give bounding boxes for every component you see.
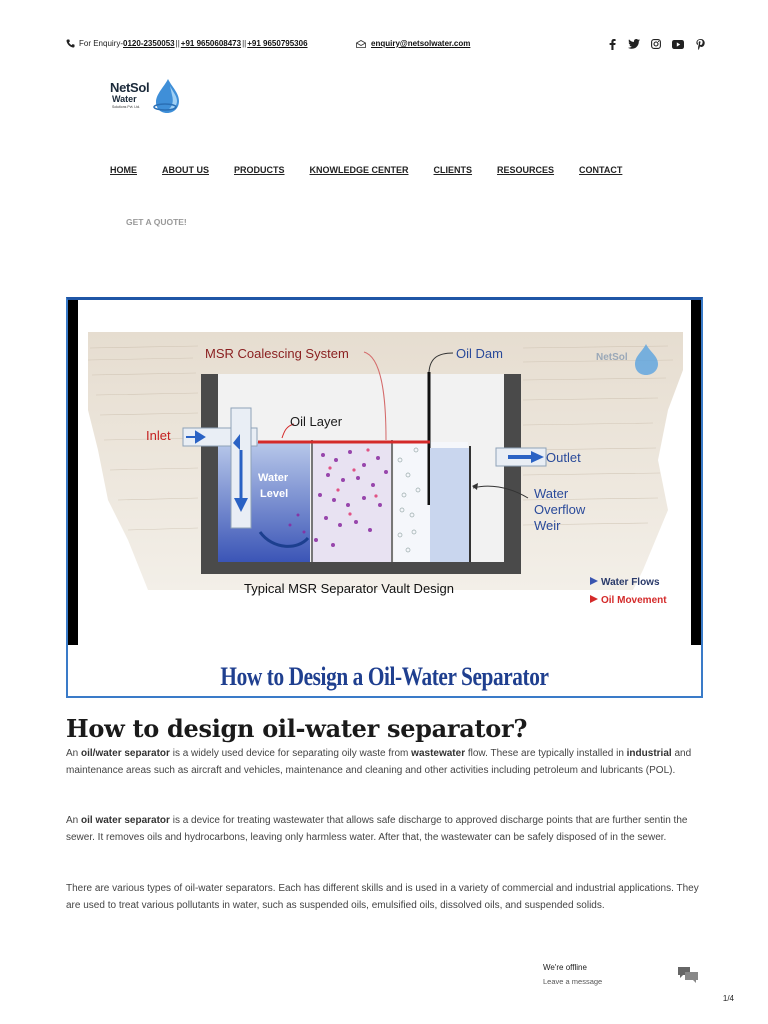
keyword-wastewater: wastewater — [411, 748, 466, 759]
separator: || — [242, 39, 247, 48]
hero-caption: How to Design a Oil-Water Separator — [220, 662, 549, 691]
p2-text: is a device for treating wastewater that allows safe discharge to approved discharge points that are further sentin the sewer. It removes oils and hydrocarbons, leaving only harmless water. After that, the wastewater can be safely disposed of in the sewer. — [66, 815, 688, 843]
label-msr: MSR Coalescing System — [205, 346, 349, 361]
p2-text: An — [66, 815, 82, 826]
hero-left-bar — [68, 300, 78, 645]
legend-oil-movement: Oil Movement — [601, 595, 667, 606]
keyword-industrial: industrial — [626, 748, 672, 759]
oil-water-separator-diagram — [68, 300, 701, 650]
watermark-logo: NetSol — [596, 352, 628, 363]
p1-text: flow. These are typically installed in — [465, 748, 627, 759]
label-outlet: Outlet — [546, 450, 581, 465]
water-drop-icon — [152, 78, 180, 114]
logo-subname: Water — [112, 94, 137, 104]
chat-bubbles-icon[interactable] — [677, 966, 699, 984]
pinterest-icon[interactable] — [694, 38, 706, 50]
phone-link-2[interactable]: +91 9650608473 — [180, 39, 242, 48]
label-water-level-1: Water — [258, 472, 289, 484]
nav-item-home[interactable]: HOME — [110, 165, 137, 175]
logo-tagline: Solutions Pvt. Ltd. — [112, 105, 141, 109]
p1-text: An — [66, 748, 82, 759]
phone-link-1[interactable]: 0120-2350053 — [123, 39, 175, 48]
article-title: How to design oil-water separator? — [66, 714, 528, 743]
logo-name: NetSol — [110, 80, 150, 95]
enquiry-label: For Enquiry- — [79, 39, 124, 48]
label-weir-3: Weir — [534, 518, 561, 533]
main-nav — [110, 165, 622, 175]
instagram-icon[interactable] — [650, 38, 662, 50]
label-weir-2: Overflow — [534, 502, 586, 517]
hero-right-bar — [691, 300, 701, 645]
nav-item-knowledge-center[interactable]: KNOWLEDGE CENTER — [309, 165, 409, 175]
label-weir-1: Water — [534, 486, 569, 501]
get-quote-button[interactable]: GET A QUOTE! — [126, 217, 187, 227]
separator: || — [175, 39, 180, 48]
label-oil-layer: Oil Layer — [290, 414, 343, 429]
nav-item-resources[interactable]: RESOURCES — [497, 165, 555, 175]
nav-item-about-us[interactable]: ABOUT US — [162, 165, 209, 175]
top-contact-bar — [66, 38, 706, 52]
hero-image — [66, 297, 703, 698]
p1-text: is a widely used device for separating oily waste from — [169, 748, 412, 759]
paragraph-3: There are various types of oil-water separators. Each has different skills and is used in a variety of commercial and industrial applications. They are used to treat various pollutants in water, such as suspended oils, emulsified oils, dissolved oils, and suspended solids. — [66, 883, 699, 911]
youtube-icon[interactable] — [672, 38, 684, 50]
label-vault: Typical MSR Separator Vault Design — [244, 581, 455, 596]
keyword-oil-water-separator: oil/water separator — [81, 748, 170, 759]
nav-item-clients[interactable]: CLIENTS — [433, 165, 473, 175]
keyword-oil-water-separator-2: oil water separator — [81, 815, 170, 826]
page-number: 1/4 — [722, 994, 734, 1003]
enquiry-line — [66, 39, 308, 48]
envelope-icon — [356, 40, 366, 48]
twitter-icon[interactable] — [628, 38, 640, 50]
paragraph-1 — [66, 745, 706, 779]
legend-water-flows: Water Flows — [601, 577, 660, 588]
label-oil-dam: Oil Dam — [456, 346, 503, 361]
nav-item-products[interactable]: PRODUCTS — [234, 165, 285, 175]
nav-item-contact[interactable]: CONTACT — [579, 165, 623, 175]
p1-text: and maintenance areas such as aircraft and vehicles, maintenance and cleaning and other activities including petroleum and lubricants (POL). — [66, 748, 692, 776]
label-water-level-2: Level — [260, 488, 289, 500]
social-links — [606, 38, 706, 50]
email-line — [356, 39, 470, 48]
chat-widget[interactable] — [543, 962, 713, 996]
phone-icon — [66, 39, 75, 48]
facebook-icon[interactable] — [606, 38, 618, 50]
netsol-logo[interactable] — [108, 78, 182, 118]
phone-link-3[interactable]: +91 9650795306 — [247, 39, 308, 48]
label-inlet: Inlet — [146, 428, 171, 443]
chat-leave-message[interactable]: Leave a message — [543, 977, 603, 986]
paragraph-2 — [66, 812, 706, 846]
chat-status: We're offline — [543, 963, 587, 972]
email-link[interactable]: enquiry@netsolwater.com — [371, 39, 471, 48]
